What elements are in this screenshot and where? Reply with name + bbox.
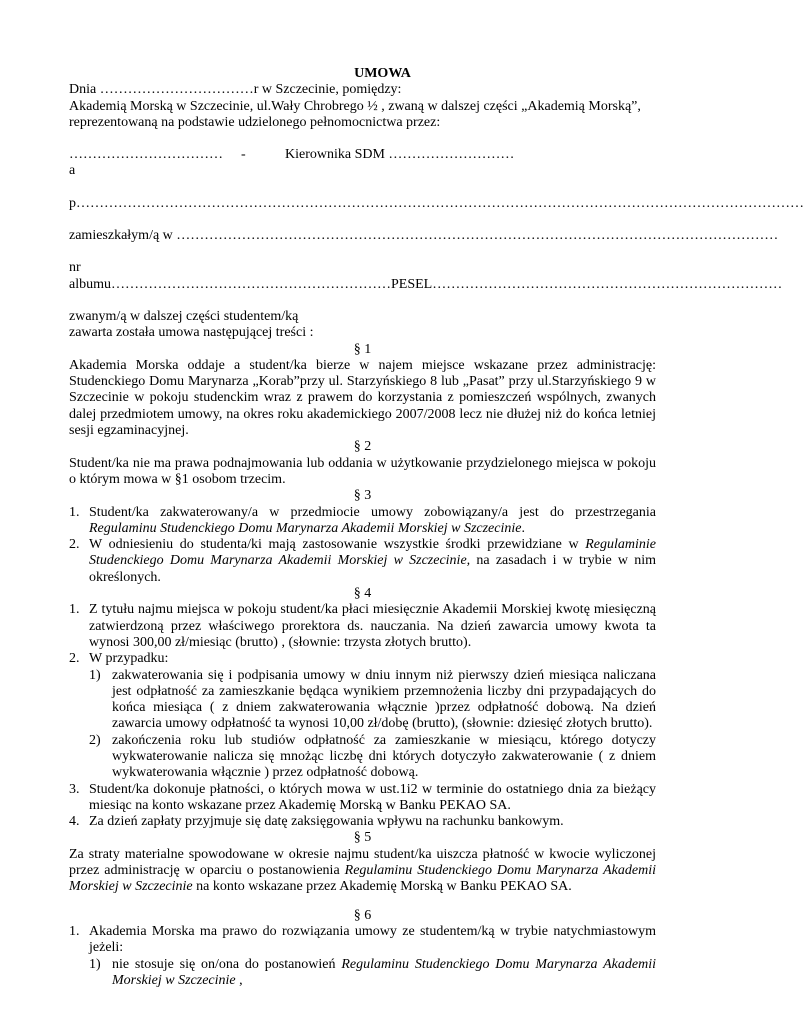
section-6-list bbox=[69, 924, 656, 957]
section-3-heading: § 3 bbox=[353, 488, 372, 504]
section-1-text: Akademia Morska oddaje a student/ka bierze w najem miejsce wskazane przez administrację: Studenckiego Domu Marynarza „Korab”przy ul. Starzyńskiego 8 lub „Pasat” przy ul.Starzyńskiego 9 w Szczecinie w pokoju studenckim wraz z prawem do korzystania z pomieszczeń wspólnych, zwanych dalej przedmiotem umowy, na okres roku akademickiego 2007/2008 lecz nie dłużej niż do końca letniej sesji egzaminacyjnej. bbox=[69, 357, 656, 439]
section-3-list bbox=[69, 505, 656, 586]
list-number: 1. bbox=[69, 602, 80, 618]
list-number: 2. bbox=[69, 651, 80, 667]
section-3-item-2 bbox=[69, 537, 656, 586]
signature-dash: - bbox=[241, 147, 246, 163]
list-number: 1) bbox=[89, 667, 101, 683]
section-1-heading: § 1 bbox=[353, 341, 372, 357]
section-4-subitem-2 bbox=[69, 733, 656, 782]
item-text: W przypadku: bbox=[89, 651, 169, 667]
item-text-end: na zasadach i w trybie w nim określonych. bbox=[89, 553, 657, 585]
item-text: Z tytułu najmu miejsca w pokoju student/ka płaci miesięcznie Akademii Morskiej kwotę miesięczną zatwierdzoną przez właściwego prorektora ds. nauczania. Na dzień zawarcia umowy kwota ta wynosi 300,00 zł/miesiąc (brutto) , (słownie: trzysta złotych brutto). bbox=[89, 602, 656, 650]
contract-document bbox=[69, 66, 804, 989]
list-number: 3. bbox=[69, 781, 80, 797]
album-pesel-field: albumu……………………………………………………PESEL………………………………………………………………… bbox=[69, 276, 783, 292]
list-number: 1. bbox=[69, 504, 80, 520]
regulation-title: Regulaminie Studenckiego Domu Marynarza Akademii Morskiej w Szczecinie, bbox=[89, 537, 656, 569]
list-number: 1. bbox=[69, 923, 80, 939]
item-text-end: . bbox=[521, 520, 525, 536]
intro-party-line: Akademią Morską w Szczecinie, ul.Wały Chrobrego ½ , zwaną w dalszej części „Akademią Morską”, bbox=[69, 98, 641, 114]
section-4-item-1 bbox=[69, 602, 656, 651]
section-5-heading: § 5 bbox=[353, 830, 372, 846]
list-number: 2) bbox=[89, 732, 101, 748]
section-6-item-1 bbox=[69, 924, 656, 957]
section-4-subitem-1 bbox=[69, 668, 656, 733]
section-3-item-1 bbox=[69, 505, 656, 538]
section-5-text-start: Za straty materialne spowodowane w okresie najmu student/ka uiszcza płatność w kwocie wyliczonej przez administrację w oparciu o postanowienia bbox=[69, 846, 656, 879]
section-2-text: Student/ka nie ma prawa podnajmowania lub oddania w użytkowanie przydzielonego miejsca w pokoju o którym mowa w §1 osobom trzecim. bbox=[69, 455, 656, 487]
section-4-heading: § 4 bbox=[353, 586, 372, 602]
item-text: W odniesieniu do studenta/ki mają zastosowanie wszystkie środki przewidziane w bbox=[89, 537, 586, 553]
list-number: 1) bbox=[89, 956, 101, 972]
item-text: Student/ka zakwaterowany/a w przedmiocie umowy zobowiązany/a jest do przestrzegania bbox=[89, 504, 656, 520]
conjunction-a: a bbox=[69, 163, 76, 179]
item-text-end: , bbox=[235, 972, 243, 988]
item-text: Za dzień zapłaty przyjmuje się datę zaksięgowania wpływu na rachunku bankowym. bbox=[89, 814, 564, 830]
signature-role: Kierownika SDM ……………………… bbox=[285, 147, 515, 163]
section-4-item-2 bbox=[69, 651, 656, 667]
item-text: Student/ka dokonuje płatności, o których mowa w ust.1i2 w terminie do ostatniego dnia za bieżący miesiąc na konto wskazane przez Akademię Morską w Banku PEKAO SA. bbox=[89, 781, 656, 813]
album-number-label: nr bbox=[69, 260, 81, 276]
intro-date-line: Dnia ……………………………r w Szczecinie, pomiędzy: bbox=[69, 82, 402, 98]
section-5-text bbox=[69, 847, 656, 896]
document-title: UMOWA bbox=[354, 66, 411, 81]
regulation-title: Regulaminu Studenckiego Domu Marynarza Akademii Morskiej w Szczecinie bbox=[69, 863, 656, 895]
preamble-line-1: zwanym/ą w dalszej części studentem/ką bbox=[69, 308, 299, 324]
section-4-item-3 bbox=[69, 782, 656, 815]
list-number: 4. bbox=[69, 814, 80, 830]
item-text: nie stosuje się on/ona do postanowień bbox=[112, 956, 342, 972]
item-text: zakwaterowania się i podpisania umowy w dniu innym niż pierwszy dzień miesiąca naliczana jest odpłatność za zamieszkanie będąca wynikiem przemnożenia liczby dni przypadających do końca miesiąca ( z dniem zakwaterowania włącznie )przez odpłatność dobową. Na dzień zawarcia umowy odpłatność ta wynosi 10,00 zł/dobę (brutto), (słownie: dziesięć złotych brutto). bbox=[112, 667, 656, 732]
item-text: Akademia Morska ma prawo do rozwiązania umowy ze studentem/ką w trybie natychmiastowym jeżeli: bbox=[89, 923, 656, 956]
regulation-title: Regulaminu Studenckiego Domu Marynarza Akademii Morskiej w Szczecinie bbox=[89, 520, 522, 536]
signature-row bbox=[69, 147, 656, 163]
signature-dots: …………………………… bbox=[69, 147, 223, 163]
preamble-line-2: zawarta została umowa następującej treści : bbox=[69, 325, 314, 341]
section-6-heading: § 6 bbox=[353, 907, 372, 923]
section-4-item-4 bbox=[69, 814, 656, 830]
item-text: zakończenia roku lub studiów odpłatność za zamieszkanie w miesiącu, którego dotyczy wykwaterowanie nalicza się mnożąc liczbę dni których dotyczyło zakwaterowanie ( z dniem wykwaterowania włącznie ) przez odpłatność dobową. bbox=[112, 732, 656, 781]
section-6-subitem-1 bbox=[69, 957, 656, 990]
section-2-heading: § 2 bbox=[353, 439, 372, 455]
student-address-field: zamieszkałym/ą w ………………………………………………………………………………………………………………… bbox=[69, 228, 779, 244]
section-4-sublist bbox=[69, 668, 656, 782]
section-5-text-end: na konto wskazane przez Akademię Morską w Banku PEKAO SA. bbox=[192, 879, 572, 895]
student-name-field: p………………………………………………………………………………………………………………………………………… bbox=[69, 195, 804, 211]
regulation-title: Regulaminu Studenckiego Domu Marynarza Akademii Morskiej w Szczecinie bbox=[112, 956, 656, 988]
list-number: 2. bbox=[69, 537, 80, 553]
intro-representation-line: reprezentowaną na podstawie udzielonego pełnomocnictwa przez: bbox=[69, 114, 441, 130]
section-4-list bbox=[69, 602, 656, 667]
section-4-list-continued bbox=[69, 782, 656, 831]
section-6-sublist bbox=[69, 957, 656, 990]
